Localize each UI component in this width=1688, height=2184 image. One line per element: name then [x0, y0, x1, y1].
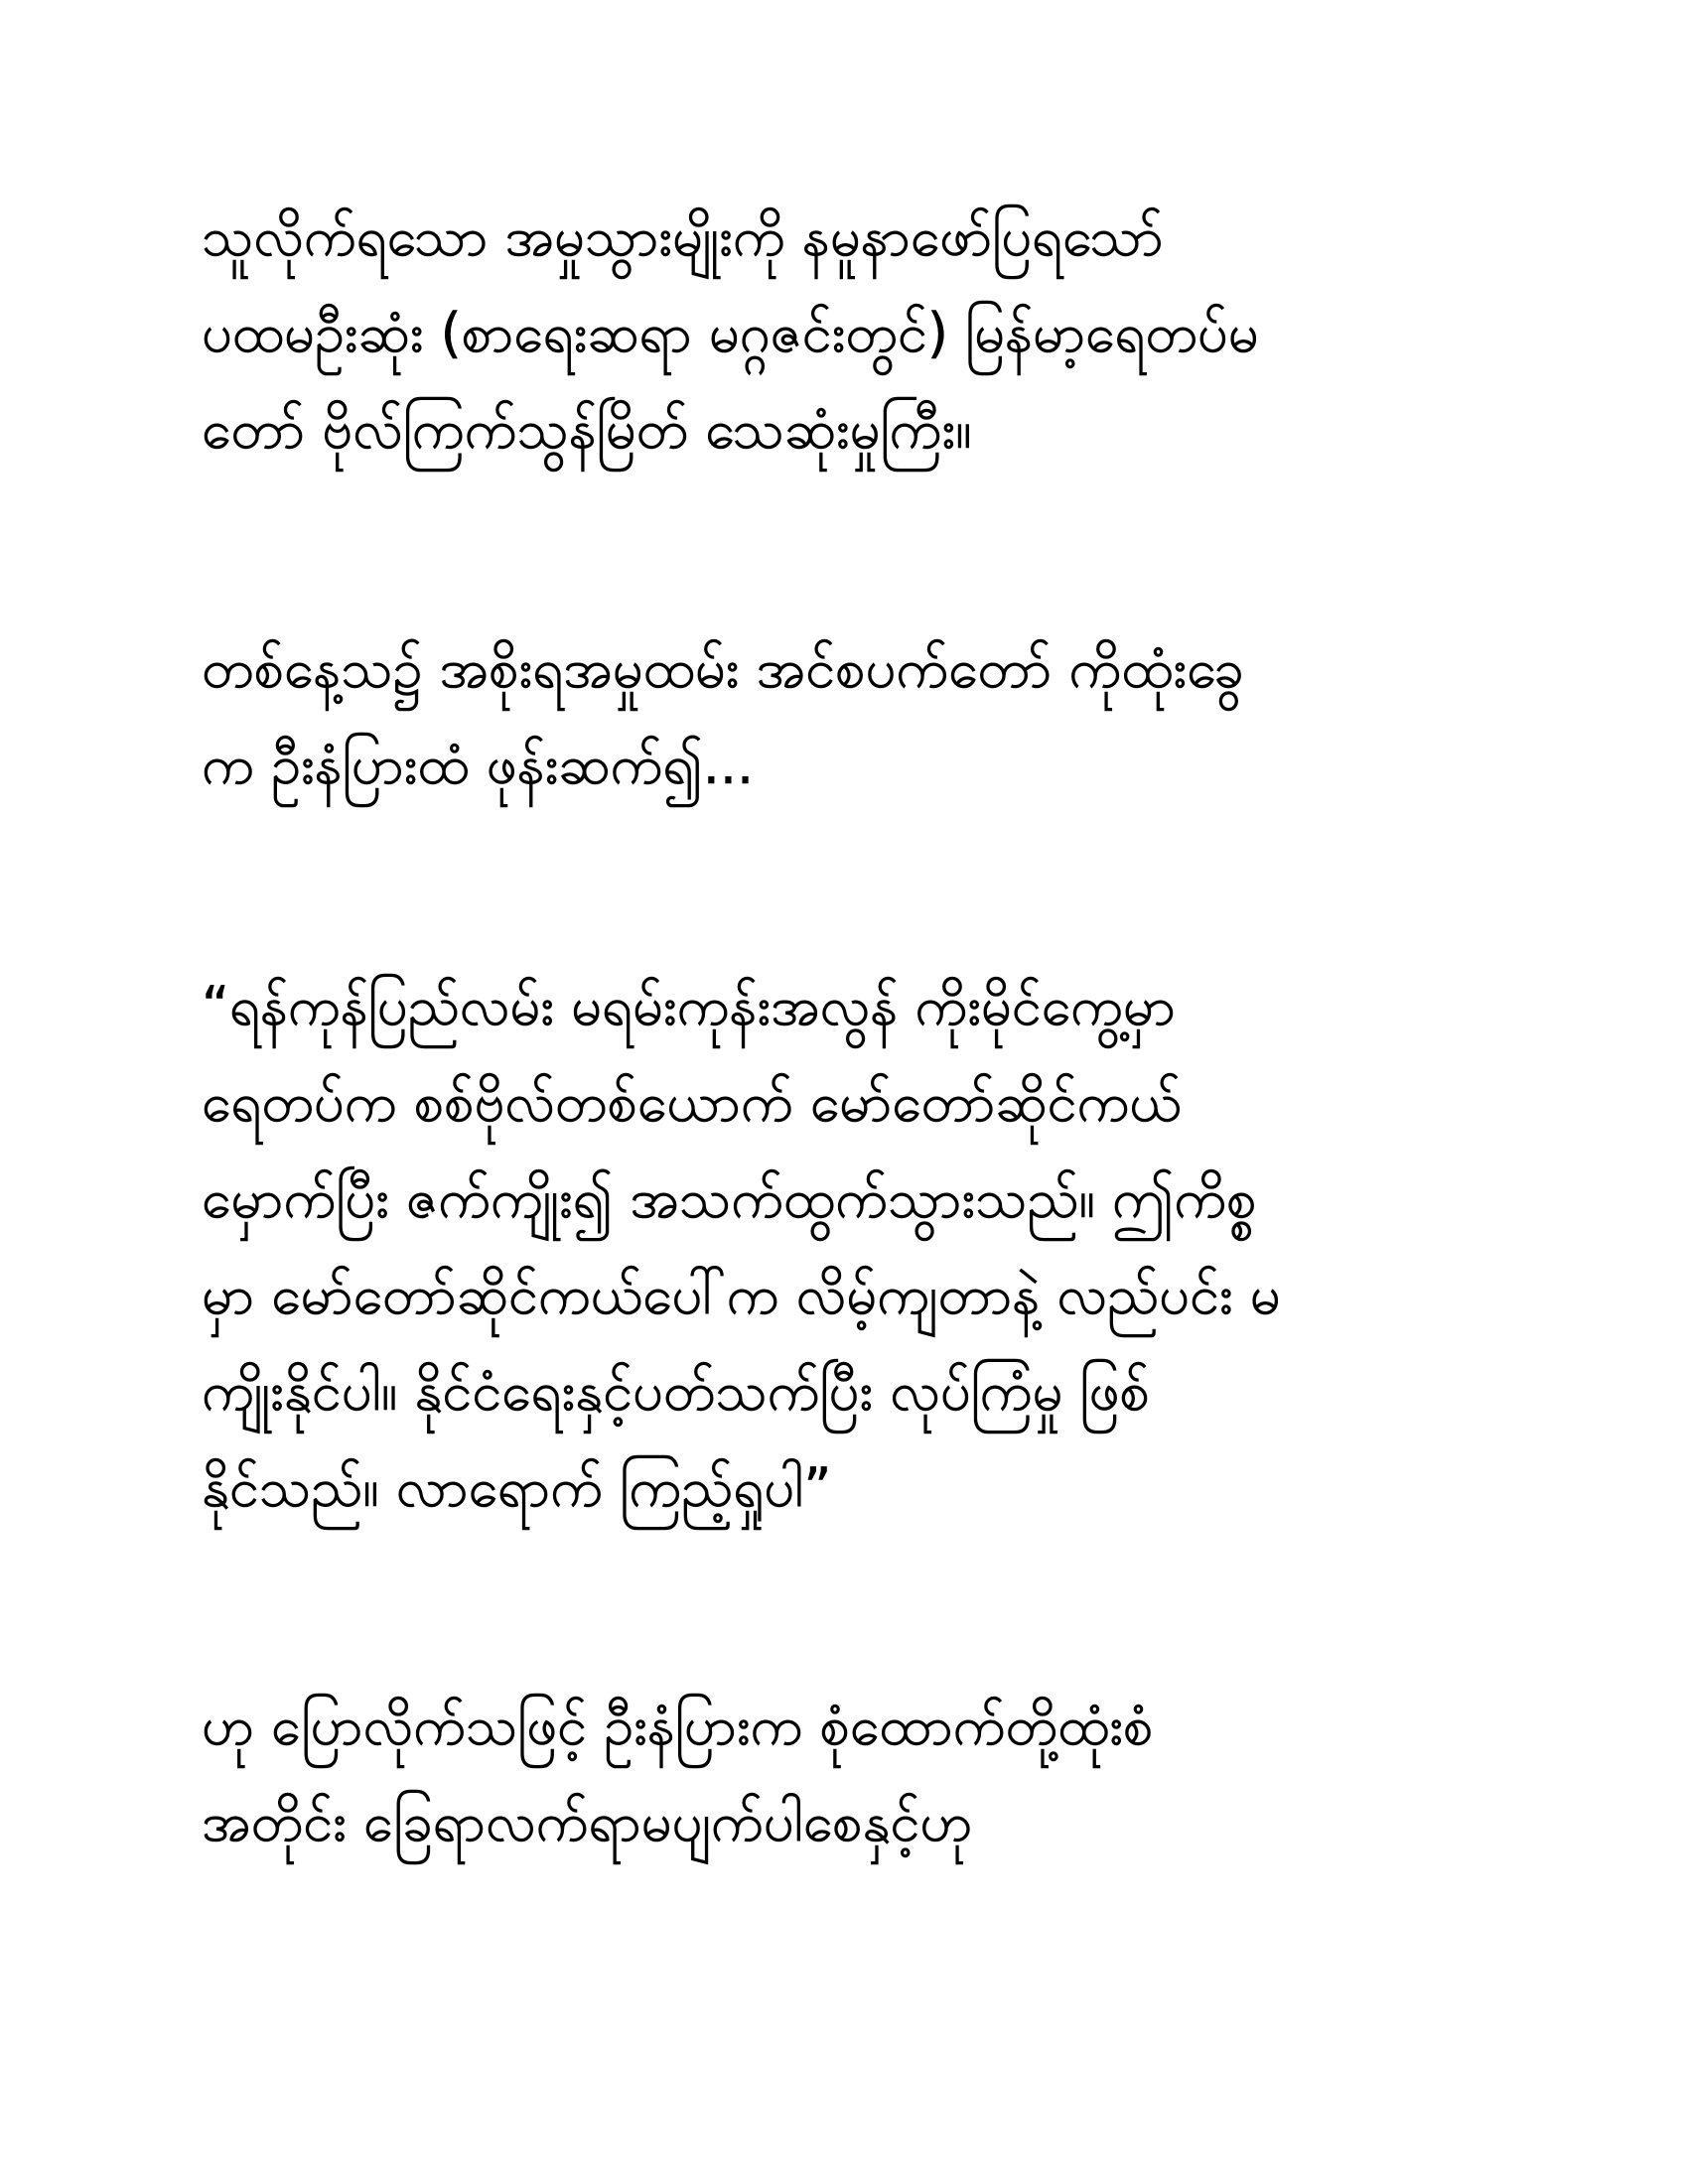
- paragraph-intro: [202, 189, 1492, 478]
- text-line: ရေတပ်က စစ်ဗိုလ်တစ်ယောက် မော်တော်ဆိုင်ကယ်: [202, 1071, 1182, 1134]
- text-line: သူလိုက်ရသော အမှုသွားမျိုးကို နမူနာဖော်ပြရသော်: [202, 205, 1164, 268]
- text-line: တော် ဗိုလ်ကြက်သွန်မြိတ် သေဆုံးမှုကြီး။: [202, 398, 972, 461]
- paragraph-response: [202, 1678, 1492, 1870]
- text-line: က ဦးနံပြားထံ ဖုန်းဆက်၍...: [202, 734, 755, 796]
- text-line: အတိုင်း ခြေရာလက်ရာမပျက်ပါစေနှင့်ဟု: [202, 1791, 973, 1853]
- text-line: နိုင်သည်။ လာရောက် ကြည့်ရှုပါ”: [202, 1456, 832, 1519]
- paragraph-phone-call: [202, 620, 1492, 813]
- text-line: “ရန်ကုန်ပြည်လမ်း မရမ်းကုန်းအလွန် ကိုးမိုင်ကွေ့မှာ: [202, 975, 1176, 1037]
- text-line: ပထမဦးဆုံး (စာရေးဆရာ မဂ္ဂဇင်းတွင်) မြန်မာ့ရေတပ်မ: [202, 302, 1259, 364]
- text-line: ကျိုးနိုင်ပါ။ နိုင်ငံရေးနှင့်ပတ်သက်ပြီး လုပ်ကြံမှု ဖြစ်: [202, 1360, 1150, 1423]
- text-line: မှာ မော်တော်ဆိုင်ကယ်ပေါ်က လိမ့်ကျတာနဲ့ လည်ပင်း မ: [202, 1264, 1281, 1326]
- text-line: မှောက်ပြီး ဇက်ကျိုး၍ အသက်ထွက်သွားသည်။ ဤကိစ္စ: [202, 1167, 1257, 1230]
- text-line: ဟု ပြောလိုက်သဖြင့် ဦးနံပြားက စုံထောက်တို့ထုံးစံ: [202, 1695, 1154, 1757]
- text-line: တစ်နေ့သ၌ အစိုးရအမှုထမ်း အင်စပက်တော် ကိုထုံးခွေ: [202, 637, 1244, 700]
- paragraph-quote: [202, 958, 1492, 1536]
